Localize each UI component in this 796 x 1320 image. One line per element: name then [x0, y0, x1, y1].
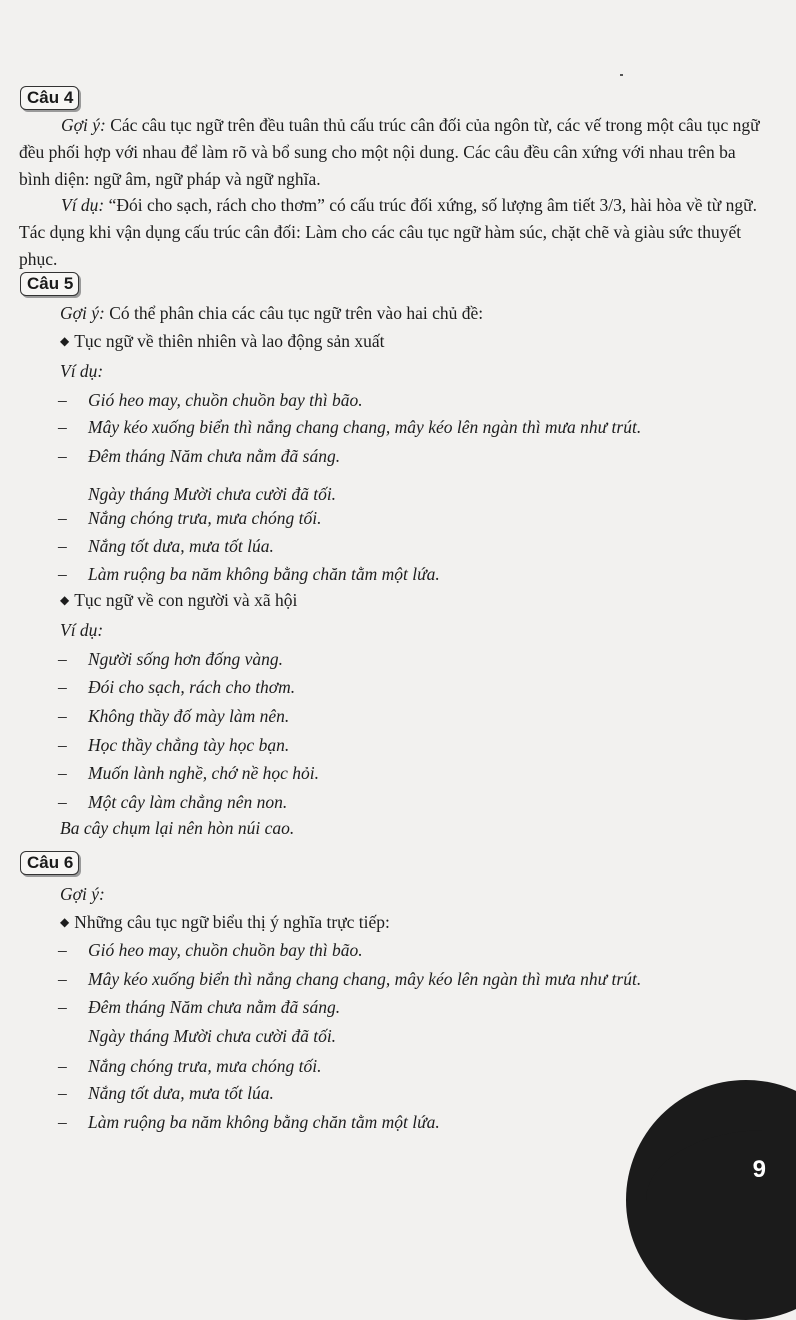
proverb-item: Mây kéo xuống biển thì nắng chang chang, mây kéo lên ngàn thì mưa như trút.	[88, 969, 642, 989]
proverb-item: Làm ruộng ba năm không bằng chăn tằm một lứa.	[88, 1112, 440, 1132]
topic-direct-meaning	[60, 911, 390, 935]
dash-bullet: –	[58, 1056, 67, 1076]
dash-bullet: –	[58, 446, 67, 466]
dash-bullet: –	[58, 997, 67, 1017]
cau-4-example-text: “Đói cho sạch, rách cho thơm” có cấu trúc đối xứng, số lượng âm tiết 3/3, hài hòa về từ ngữ. Tác dụng khi vận dụng cấu trúc cân đối: Làm cho các câu tục ngữ hàm súc, chặt chẽ và giàu sức thuyết phục.	[19, 195, 758, 269]
goi-y-label: Gợi ý:	[61, 115, 106, 135]
topic-society-text: Tục ngữ về con người và xã hội	[74, 590, 298, 610]
proverb-item: Một cây làm chẳng nên non.	[88, 792, 288, 812]
cau-5-hint-text: Có thể phân chia các câu tục ngữ trên vào hai chủ đề:	[104, 303, 484, 323]
topic-nature-text: Tục ngữ về thiên nhiên và lao động sản xuất	[74, 331, 385, 351]
nature-proverb-continuation: Ngày tháng Mười chưa cười đã tối.	[88, 484, 337, 504]
vi-du-label: Ví dụ:	[60, 361, 104, 381]
dash-bullet: –	[58, 564, 67, 584]
cau-5-badge: Câu 5	[20, 272, 79, 296]
dash-bullet: –	[58, 940, 67, 960]
proverb-item: Đêm tháng Năm chưa nằm đã sáng.	[88, 446, 341, 466]
cau-4-badge: Câu 4	[20, 86, 79, 110]
proverb-item: Muốn lành nghề, chớ nề học hỏi.	[88, 763, 319, 783]
proverb-item: Không thầy đố mày làm nên.	[88, 706, 290, 726]
proverb-item: Làm ruộng ba năm không bằng chăn tằm một lứa.	[88, 564, 440, 584]
dash-bullet: –	[58, 1083, 67, 1103]
topic-society	[60, 589, 297, 613]
proverb-item: Nắng tốt dưa, mưa tốt lúa.	[88, 536, 274, 556]
dash-bullet: –	[58, 763, 67, 783]
diamond-bullet-icon: ◆	[60, 915, 70, 929]
dash-bullet: –	[58, 536, 67, 556]
dash-bullet: –	[58, 649, 67, 669]
dash-bullet: –	[58, 508, 67, 528]
direct-meaning-continuation: Ngày tháng Mười chưa cười đã tối.	[88, 1026, 337, 1046]
dash-bullet: –	[58, 792, 67, 812]
goi-y-label: Gợi ý:	[60, 884, 105, 904]
cau-6-badge: Câu 6	[20, 851, 79, 875]
society-proverb-continuation: Ba cây chụm lại nên hòn núi cao.	[60, 818, 295, 838]
cau-4-hint-paragraph	[19, 112, 766, 193]
goi-y-label: Gợi ý:	[60, 303, 105, 323]
cau-4-example-paragraph	[19, 192, 766, 273]
proverb-item: Gió heo may, chuồn chuồn bay thì bão.	[88, 940, 363, 960]
diamond-bullet-icon: ◆	[60, 334, 70, 348]
vi-du-label: Ví dụ:	[60, 620, 104, 640]
vi-du-label: Ví dụ:	[61, 195, 105, 215]
dash-bullet: –	[58, 390, 67, 410]
dash-bullet: –	[58, 1112, 67, 1132]
dash-bullet: –	[58, 677, 67, 697]
topic-direct-meaning-text: Những câu tục ngữ biểu thị ý nghĩa trực tiếp:	[74, 912, 390, 932]
proverb-item: Mây kéo xuống biển thì nắng chang chang, mây kéo lên ngàn thì mưa như trút.	[88, 417, 642, 437]
dash-bullet: –	[58, 706, 67, 726]
cau-5-hint	[60, 302, 483, 324]
proverb-item: Đói cho sạch, rách cho thơm.	[88, 677, 296, 697]
proverb-item: Nắng chóng trưa, mưa chóng tối.	[88, 508, 322, 528]
page-number: 9	[752, 1156, 766, 1183]
dash-bullet: –	[58, 735, 67, 755]
proverb-item: Đêm tháng Năm chưa nằm đã sáng.	[88, 997, 341, 1017]
topic-nature	[60, 330, 385, 354]
proverb-item: Học thầy chẳng tày học bạn.	[88, 735, 290, 755]
dash-bullet: –	[58, 969, 67, 989]
proverb-item: Gió heo may, chuồn chuồn bay thì bão.	[88, 390, 363, 410]
scan-speck	[620, 74, 623, 76]
corner-decoration	[626, 1080, 796, 1320]
proverb-item: Người sống hơn đống vàng.	[88, 649, 283, 669]
proverb-item: Nắng chóng trưa, mưa chóng tối.	[88, 1056, 322, 1076]
diamond-bullet-icon: ◆	[60, 593, 70, 607]
dash-bullet: –	[58, 417, 67, 437]
cau-4-hint-text: Các câu tục ngữ trên đều tuân thủ cấu trúc cân đối của ngôn từ, các vế trong một câu tục ngữ đều phối hợp với nhau để làm rõ và bổ sung cho một nội dung. Các câu đều cân xứng với nhau trên ba bình diện: ngữ âm, ngữ pháp và ngữ nghĩa.	[19, 115, 760, 189]
proverb-item: Nắng tốt dưa, mưa tốt lúa.	[88, 1083, 274, 1103]
